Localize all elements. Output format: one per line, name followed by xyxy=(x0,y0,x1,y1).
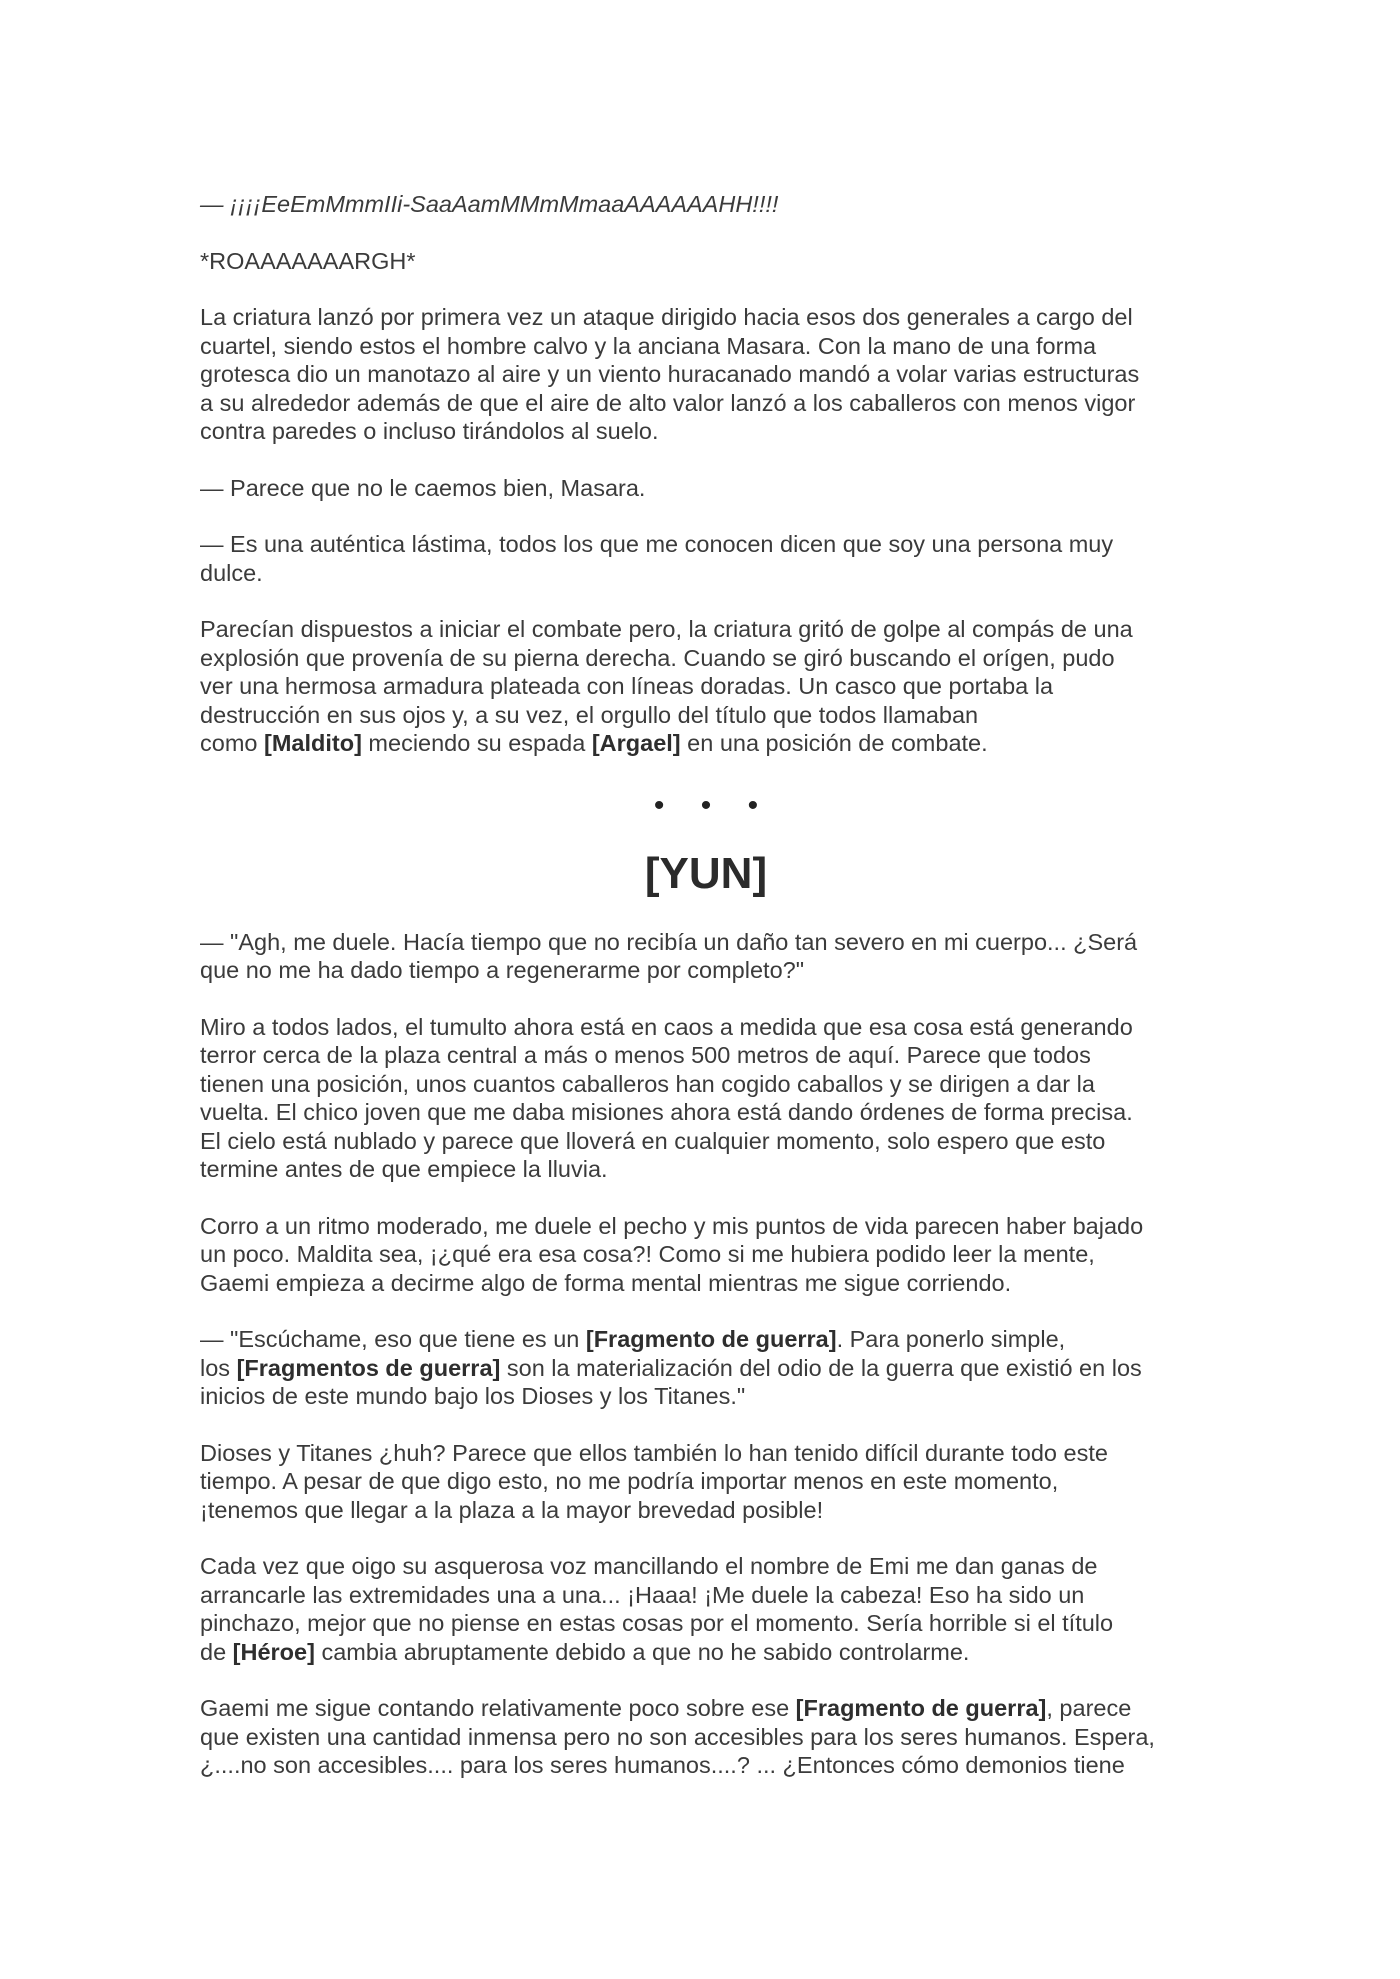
text-line: a su alrededor además de que el aire de alto valor lanzó a los caballeros con menos vigor xyxy=(200,389,1136,416)
text-line: que existen una cantidad inmensa pero no son accesibles para los seres humanos. Espera, xyxy=(200,1723,1155,1750)
text-line: Parecían dispuestos a iniciar el combate pero, la criatura gritó de golpe al compás de una xyxy=(200,616,1133,642)
text-line: destrucción en sus ojos y, a su vez, el orgullo del título que todos llamaban xyxy=(200,701,979,728)
text-line: termine antes de que empiece la lluvia. xyxy=(200,1156,608,1182)
paragraph-fragment-info xyxy=(200,1694,1212,1780)
text-line xyxy=(200,730,988,756)
paragraph-chaos xyxy=(200,1013,1212,1184)
text-line: terror cerca de la plaza central a más o menos 500 metros de aquí. Parece que todos xyxy=(200,1042,1091,1068)
text-span: cambia abruptamente debido a que no he sabido controlarme. xyxy=(314,1638,970,1665)
section-heading: [YUN] xyxy=(644,848,768,898)
dialogue-line xyxy=(200,530,1212,587)
roar-text: *ROAAAAAAARGH* xyxy=(200,247,416,274)
text-line: tienen una posición, unos cuantos caballeros han cogido caballos y se dirigen a dar la xyxy=(200,1070,1095,1097)
bold-term: [Fragmento de guerra] xyxy=(585,1326,837,1352)
bold-term: [Héroe] xyxy=(232,1638,315,1665)
text-line: Miro a todos lados, el tumulto ahora está en caos a medida que esa cosa está generando xyxy=(200,1013,1133,1040)
roar-line xyxy=(200,247,1212,276)
text-span: son la materialización del odio de la guerra que existió en los xyxy=(500,1354,1142,1381)
bold-term: [Maldito] xyxy=(264,730,362,756)
text-line: explosión que provenía de su pierna derecha. Cuando se giró buscando el orígen, pudo xyxy=(200,644,1115,671)
dialogue-line xyxy=(200,474,1212,503)
text-line: vuelta. El chico joven que me daba misiones ahora está dando órdenes de forma precisa. xyxy=(200,1099,1133,1125)
text-line: Dioses y Titanes ¿huh? Parece que ellos también lo han tenido difícil durante todo este xyxy=(200,1439,1108,1466)
text-line: que no me ha dado tiempo a regenerarme por completo?" xyxy=(200,957,805,983)
bold-term: [Fragmentos de guerra] xyxy=(236,1354,501,1381)
text-line: grotesca dio un manotazo al aire y un viento huracanado mandó a volar varias estructuras xyxy=(200,361,1140,387)
text-line: arrancarle las extremidades una a una... ¡Haaa! ¡Me duele la cabeza! Eso ha sido un xyxy=(200,1581,1085,1608)
scream-text: — ¡¡¡¡EeEmMmmIIi-SaaAamMMmMmaaAAAAAAHH!!!! xyxy=(200,191,779,217)
text-line: tiempo. A pesar de que digo esto, no me podría importar menos en este momento, xyxy=(200,1468,1059,1494)
paragraph-gods-titans xyxy=(200,1439,1212,1525)
text-line: Gaemi empieza a decirme algo de forma mental mientras me sigue corriendo. xyxy=(200,1269,1012,1296)
scream-line xyxy=(200,190,1212,219)
text-line: ¡tenemos que llegar a la plaza a la mayor brevedad posible! xyxy=(200,1496,824,1523)
text-line xyxy=(200,1326,1065,1352)
text-line: La criatura lanzó por primera vez un ataque dirigido hacia esos dos generales a cargo del xyxy=(200,304,1133,330)
text-span: meciendo su espada xyxy=(361,730,592,756)
text-line xyxy=(200,1355,1142,1381)
text-span: de xyxy=(200,1638,233,1665)
text-span: como xyxy=(200,730,264,756)
paragraph-running xyxy=(200,1212,1212,1298)
document-page xyxy=(200,190,1212,1808)
dialogue-line xyxy=(200,928,1212,985)
text-line: ver una hermosa armadura plateada con líneas doradas. Un casco que portaba la xyxy=(200,673,1054,699)
text-line: — Es una auténtica lástima, todos los que me conocen dicen que soy una persona muy xyxy=(200,531,1114,557)
text-span: en una posición de combate. xyxy=(680,730,988,756)
text-span: los xyxy=(200,1354,237,1381)
text-line: inicios de este mundo bajo los Dioses y los Titanes." xyxy=(200,1383,746,1409)
text-line: pinchazo, mejor que no piense en estas cosas por el momento. Sería horrible si el título xyxy=(200,1610,1114,1636)
paragraph-maldito-arrival xyxy=(200,615,1212,758)
text-line xyxy=(200,1695,1131,1721)
bold-term: [Fragmento de guerra] xyxy=(795,1695,1047,1721)
paragraph-creature-attack xyxy=(200,303,1212,446)
text-line: dulce. xyxy=(200,559,263,586)
bold-term: [Argael] xyxy=(591,730,681,756)
text-line: Cada vez que oigo su asquerosa voz mancillando el nombre de Emi me dan ganas de xyxy=(200,1553,1098,1579)
text-line: ¿....no son accesibles.... para los seres humanos....? ... ¿Entonces cómo demonios tiene xyxy=(200,1752,1125,1778)
text-line: — Parece que no le caemos bien, Masara. xyxy=(200,474,646,501)
text-span: — "Escúchame, eso que tiene es un xyxy=(200,1326,586,1352)
text-span: . Para ponerlo simple, xyxy=(836,1326,1066,1352)
text-line: El cielo está nublado y parece que lloverá en cualquier momento, solo espero que esto xyxy=(200,1127,1106,1154)
dialogue-line xyxy=(200,1325,1212,1411)
text-line: un poco. Maldita sea, ¡¿qué era esa cosa?! Como si me hubiera podido leer la mente, xyxy=(200,1241,1095,1267)
text-span: , parece xyxy=(1046,1695,1132,1721)
text-line: — "Agh, me duele. Hacía tiempo que no recibía un daño tan severo en mi cuerpo... ¿Será xyxy=(200,928,1138,955)
text-span: Gaemi me sigue contando relativamente poco sobre ese xyxy=(200,1695,796,1721)
text-line: cuartel, siendo estos el hombre calvo y la anciana Masara. Con la mano de una forma xyxy=(200,332,1097,359)
text-line xyxy=(200,1639,969,1665)
text-line: contra paredes o incluso tirándolos al suelo. xyxy=(200,418,659,444)
paragraph-headache xyxy=(200,1552,1212,1666)
section-separator: • • • xyxy=(653,788,773,822)
text-line: Corro a un ritmo moderado, me duele el pecho y mis puntos de vida parecen haber bajado xyxy=(200,1212,1144,1239)
